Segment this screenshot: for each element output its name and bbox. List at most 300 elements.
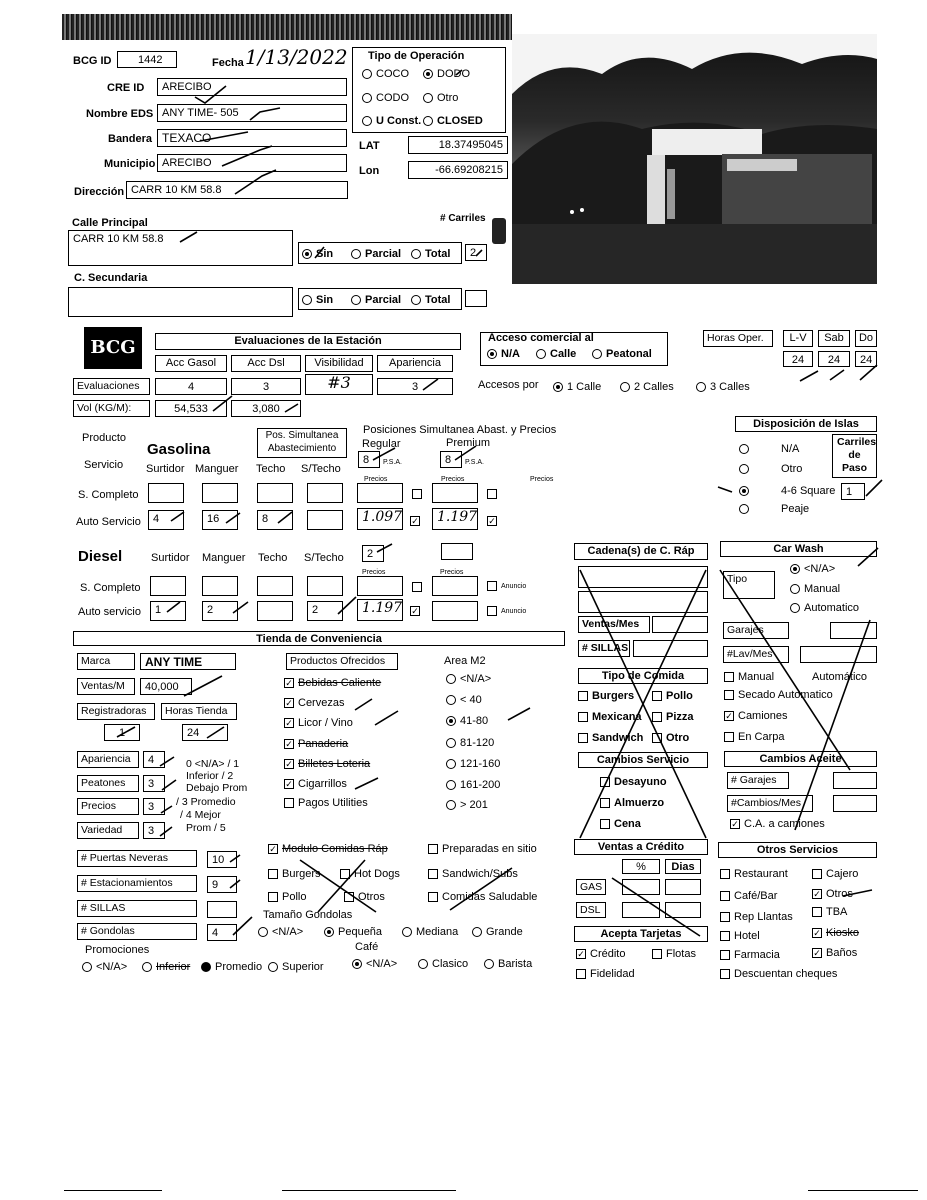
checkbox-icon bbox=[340, 869, 350, 879]
carwash-auto[interactable]: Automatico bbox=[790, 602, 859, 615]
as-prem-check[interactable] bbox=[487, 515, 501, 527]
prod-loteria[interactable]: ✓ Billetes Loteria bbox=[285, 758, 371, 770]
credito-dsl-dias[interactable] bbox=[665, 902, 701, 918]
checkbox-icon bbox=[652, 949, 662, 959]
tam-pequena[interactable]: Pequeña bbox=[324, 926, 382, 939]
sem-total[interactable]: Total bbox=[411, 248, 450, 261]
footer-line-mid bbox=[282, 1190, 456, 1191]
radio-icon bbox=[423, 93, 433, 103]
aceite-cambios-field[interactable] bbox=[833, 795, 877, 812]
municipio-field[interactable]: ARECIBO bbox=[157, 154, 347, 172]
apariencia-label: Apariencia bbox=[77, 751, 139, 768]
sc-prem-price[interactable] bbox=[432, 483, 478, 503]
horas-do-field[interactable]: 24 bbox=[855, 351, 877, 367]
cafe-label: Café bbox=[355, 941, 379, 953]
credito-title: Ventas a Crédito bbox=[574, 839, 708, 855]
checkbox-checked-icon: ✓ bbox=[285, 678, 293, 689]
promo-promedio[interactable]: Promedio bbox=[201, 961, 262, 974]
carwash-camiones-check[interactable]: ✓ Camiones bbox=[725, 710, 788, 722]
area-81-120[interactable]: 81-120 bbox=[446, 737, 494, 750]
dsl-sc-price2[interactable] bbox=[432, 576, 478, 596]
cadena-field-2[interactable] bbox=[578, 591, 708, 613]
radio-icon bbox=[739, 464, 749, 474]
cadena-ventas-mes: Ventas/Mes bbox=[578, 616, 650, 633]
dsl-as-check[interactable] bbox=[410, 605, 424, 617]
food-pollo[interactable]: Pollo bbox=[268, 891, 306, 904]
checkbox-checked-icon: ✓ bbox=[269, 844, 277, 855]
checkbox-checked-icon: ✓ bbox=[813, 928, 821, 939]
cadena-mexicana[interactable]: Mexicana bbox=[578, 711, 642, 724]
accesos-2calles[interactable]: 2 Calles bbox=[620, 381, 674, 394]
tarjeta-fidelidad[interactable]: Fidelidad bbox=[576, 968, 635, 981]
sec-carriles-field[interactable] bbox=[465, 290, 487, 307]
sec-parcial[interactable]: Parcial bbox=[351, 294, 401, 307]
radio-selected-icon bbox=[739, 486, 749, 496]
islas-carriles-field[interactable]: 1 bbox=[841, 483, 865, 500]
radio-icon bbox=[142, 962, 152, 972]
credito-dsl-pct[interactable] bbox=[622, 902, 660, 918]
accesos-1calle[interactable]: 1 Calle bbox=[553, 381, 601, 394]
area-161-200[interactable]: 161-200 bbox=[446, 779, 500, 792]
bandera-label: Bandera bbox=[108, 133, 153, 145]
cambios-almuerzo[interactable]: Almuerzo bbox=[600, 797, 664, 810]
checkbox-checked-icon: ✓ bbox=[731, 819, 739, 830]
checkbox-icon bbox=[600, 819, 610, 829]
credito-pct: % bbox=[622, 859, 660, 874]
col-manguer: Manguer bbox=[195, 463, 239, 475]
cre-id-field[interactable]: ARECIBO bbox=[157, 78, 347, 96]
cadena-sillas-field[interactable] bbox=[633, 640, 708, 657]
carwash-lav-field[interactable] bbox=[800, 646, 877, 663]
sc-stecho[interactable] bbox=[307, 483, 343, 503]
checkbox-icon bbox=[268, 892, 278, 902]
otros-hotel[interactable]: Hotel bbox=[720, 930, 760, 943]
dsl-as-stecho[interactable]: 2 bbox=[307, 601, 343, 621]
prod-cigarrillos[interactable]: ✓ Cigarrillos bbox=[285, 778, 347, 790]
aceite-garajes-field[interactable] bbox=[833, 772, 877, 789]
col-surtidor: Surtidor bbox=[146, 463, 185, 475]
vol-dsl-field[interactable]: 3,080 bbox=[231, 400, 301, 417]
radio-icon bbox=[402, 927, 412, 937]
food-saludable[interactable]: Comidas Saludable bbox=[428, 891, 537, 904]
as-reg-price[interactable]: 1.097 bbox=[357, 508, 403, 530]
dsl-sc-stecho[interactable] bbox=[307, 576, 343, 596]
tarjeta-credito[interactable]: ✓ Crédito bbox=[577, 948, 626, 960]
tam-na[interactable]: <N/A> bbox=[258, 926, 303, 939]
precios-prem-label: Precios bbox=[441, 476, 465, 483]
radio-icon bbox=[362, 93, 372, 103]
acceso-peatonal[interactable]: Peatonal bbox=[592, 348, 652, 361]
dsl-sc-check[interactable] bbox=[412, 581, 426, 593]
otros-restaurant[interactable]: Restaurant bbox=[720, 868, 788, 881]
direccion-field[interactable]: CARR 10 KM 58.8 bbox=[126, 181, 348, 199]
radio-selected-icon bbox=[790, 564, 800, 574]
islas-square[interactable]: 4-6 Square bbox=[739, 485, 835, 498]
radio-selected-icon bbox=[302, 249, 312, 259]
cafe-na[interactable]: <N/A> bbox=[352, 958, 397, 971]
radio-icon bbox=[592, 349, 602, 359]
carwash-manual-check[interactable]: Manual bbox=[724, 671, 774, 684]
acceso-na[interactable]: N/A bbox=[487, 348, 520, 361]
lat-field[interactable]: 18.37495045 bbox=[408, 136, 508, 154]
lon-label: Lon bbox=[359, 165, 380, 177]
precios-reg-label: Precios bbox=[364, 476, 388, 483]
bcg-id-field[interactable]: 1442 bbox=[117, 51, 177, 68]
cambios-desayuno[interactable]: Desayuno bbox=[600, 776, 667, 789]
checkbox-icon bbox=[578, 691, 588, 701]
auto-servicio-label: Auto Servicio bbox=[76, 516, 141, 528]
dsl-col-stecho: S/Techo bbox=[304, 552, 344, 564]
tam-grande[interactable]: Grande bbox=[472, 926, 523, 939]
sc-prem-check[interactable] bbox=[487, 488, 501, 500]
ventas-field[interactable]: 40,000 bbox=[140, 678, 192, 695]
radio-icon bbox=[446, 780, 456, 790]
modulo-comidas[interactable]: ✓ Modulo Comidas Ráp bbox=[269, 843, 388, 855]
carwash-tipo: Tipo bbox=[723, 571, 775, 599]
as-surtidor[interactable]: 4 bbox=[148, 510, 184, 530]
station-photo bbox=[512, 34, 877, 284]
dsl-as-price[interactable]: 1.197 bbox=[357, 599, 403, 621]
radio-selected-icon bbox=[446, 716, 456, 726]
sc-manguer[interactable] bbox=[202, 483, 238, 503]
regular-psa-field[interactable]: 8 bbox=[358, 451, 380, 468]
eval-accgasol-field[interactable]: 4 bbox=[155, 378, 227, 395]
horas-oper-label: Horas Oper. bbox=[703, 330, 773, 347]
ventas-label: Ventas/M bbox=[77, 678, 135, 695]
checkbox-icon bbox=[412, 489, 422, 499]
tipo-coco[interactable]: COCO bbox=[362, 68, 409, 81]
promo-na[interactable]: <N/A> bbox=[82, 961, 127, 974]
marca-field[interactable]: ANY TIME bbox=[140, 653, 236, 670]
peatones-label: Peatones bbox=[77, 775, 139, 792]
producto-label: Producto bbox=[82, 432, 127, 444]
dsl-sc-manguer[interactable] bbox=[202, 576, 238, 596]
dsl-sc-surtidor[interactable] bbox=[150, 576, 186, 596]
scale-4: / 4 Mejor bbox=[180, 809, 221, 821]
checkbox-checked-icon: ✓ bbox=[285, 739, 293, 750]
cafe-barista[interactable]: Barista bbox=[484, 958, 532, 971]
sec-total[interactable]: Total bbox=[411, 294, 450, 307]
carwash-garajes: Garajes bbox=[723, 622, 789, 639]
radio-selected-icon bbox=[487, 349, 497, 359]
checkbox-icon bbox=[720, 969, 730, 979]
dsl-as-price2[interactable] bbox=[432, 601, 478, 621]
registradoras-field[interactable]: 1 bbox=[104, 724, 140, 741]
radio-icon bbox=[423, 116, 433, 126]
bcg-logo: BCG bbox=[84, 327, 142, 369]
otros-kiosko[interactable]: ✓ Kiosko bbox=[813, 927, 860, 939]
eval-title: Evaluaciones de la Estación bbox=[155, 333, 461, 350]
precios-field[interactable]: 3 bbox=[143, 798, 165, 815]
premium-psa-label: P.S.A. bbox=[465, 459, 484, 466]
tipo-otro[interactable]: Otro bbox=[423, 92, 458, 105]
regular-label: Regular bbox=[362, 438, 401, 450]
accesos-3calles[interactable]: 3 Calles bbox=[696, 381, 750, 394]
radio-icon bbox=[418, 959, 428, 969]
radio-icon bbox=[362, 69, 372, 79]
horas-tienda-label: Horas Tienda bbox=[161, 703, 237, 720]
checkbox-icon bbox=[428, 892, 438, 902]
fecha-value[interactable]: 1/13/2022 bbox=[245, 45, 348, 69]
cadena-sandwich[interactable]: Sandwich bbox=[578, 732, 643, 745]
cadena-pizza[interactable]: Pizza bbox=[652, 711, 694, 724]
premium-psa-field[interactable]: 8 bbox=[440, 451, 462, 468]
sc-reg-price[interactable] bbox=[357, 483, 403, 503]
puertas-field[interactable]: 10 bbox=[207, 851, 237, 868]
horas-lv-field[interactable]: 24 bbox=[783, 351, 813, 367]
municipio-label: Municipio bbox=[104, 158, 156, 170]
radio-icon bbox=[302, 295, 312, 305]
cadena-field-1[interactable] bbox=[578, 566, 708, 588]
area-41-80[interactable]: 41-80 bbox=[446, 715, 488, 728]
bandera-field[interactable]: TEXACO bbox=[157, 129, 347, 147]
carwash-lav: #Lav/Mes bbox=[723, 646, 789, 663]
dsl-as-manguer[interactable]: 2 bbox=[202, 601, 238, 621]
gondolas-field[interactable]: 4 bbox=[207, 924, 237, 941]
otros-otros[interactable]: ✓ Otros bbox=[813, 888, 853, 900]
nombre-label: Nombre EDS bbox=[86, 108, 154, 120]
checkbox-icon bbox=[576, 969, 586, 979]
footer-line-right bbox=[808, 1190, 918, 1191]
estac-field[interactable]: 9 bbox=[207, 876, 237, 893]
area-201[interactable]: > 201 bbox=[446, 799, 488, 812]
lat-label: LAT bbox=[359, 140, 380, 152]
carwash-manual[interactable]: Manual bbox=[790, 583, 840, 596]
accesos-por-label: Accesos por bbox=[478, 379, 539, 391]
gondolas-label: # Gondolas bbox=[77, 923, 197, 940]
dsl-sc-techo[interactable] bbox=[257, 576, 293, 596]
checkbox-icon bbox=[724, 690, 734, 700]
dsl-sc-price[interactable] bbox=[357, 576, 403, 596]
otros-banos[interactable]: ✓ Baños bbox=[813, 947, 858, 959]
radio-icon bbox=[446, 800, 456, 810]
cadena-title: Cadena(s) de C. Ráp bbox=[574, 543, 708, 560]
dsl-col-surtidor: Surtidor bbox=[151, 552, 190, 564]
cadena-pollo[interactable]: Pollo bbox=[652, 690, 693, 703]
otros-cheques[interactable]: Descuentan cheques bbox=[720, 968, 837, 981]
dsl-auto-servicio-label: Auto servicio bbox=[78, 606, 141, 618]
otros-cajero[interactable]: Cajero bbox=[812, 868, 858, 881]
carwash-secado-check[interactable]: Secado Automatico bbox=[724, 689, 833, 702]
credito-gas-pct[interactable] bbox=[622, 879, 660, 895]
s-completo-label: S. Completo bbox=[78, 489, 139, 501]
peatones-field[interactable]: 3 bbox=[143, 775, 165, 792]
checkbox-icon bbox=[578, 712, 588, 722]
otros-llantas[interactable]: Rep Llantas bbox=[720, 911, 793, 924]
checkbox-icon bbox=[652, 712, 662, 722]
carwash-na[interactable]: <N/A> bbox=[790, 563, 835, 576]
as-prem-price[interactable]: 1.197 bbox=[432, 508, 478, 530]
radio-selected-icon bbox=[423, 69, 433, 79]
tipo-operacion-title: Tipo de Operación bbox=[368, 50, 465, 62]
radio-icon bbox=[696, 382, 706, 392]
dsl-sc-anuncio[interactable]: Anuncio bbox=[487, 581, 526, 591]
tipo-codo[interactable]: CODO bbox=[362, 92, 409, 105]
tipo-closed[interactable]: CLOSED bbox=[423, 115, 483, 128]
sem-sin[interactable]: Sin bbox=[302, 248, 333, 261]
horas-col-do: Do bbox=[855, 330, 877, 347]
radio-icon bbox=[411, 295, 421, 305]
as-techo[interactable]: 8 bbox=[257, 510, 293, 530]
radio-icon bbox=[362, 116, 372, 126]
preparadas[interactable]: Preparadas en sitio bbox=[428, 843, 537, 856]
credito-gas: GAS bbox=[576, 879, 606, 895]
carriles-field[interactable]: 2 bbox=[465, 244, 487, 261]
credito-dsl: DSL bbox=[576, 902, 606, 918]
sem-parcial[interactable]: Parcial bbox=[351, 248, 401, 261]
checkbox-icon bbox=[720, 891, 730, 901]
credito-gas-dias[interactable] bbox=[665, 879, 701, 895]
prod-bebidas[interactable]: ✓ Bebidas Caliente bbox=[285, 677, 382, 689]
sc-techo[interactable] bbox=[257, 483, 293, 503]
checkbox-icon bbox=[428, 844, 438, 854]
checkbox-icon bbox=[720, 912, 730, 922]
nombre-field[interactable]: ANY TIME- 505 bbox=[157, 104, 347, 122]
dsl-as-anuncio[interactable]: Anuncio bbox=[487, 606, 526, 616]
evaluaciones-label: Evaluaciones bbox=[73, 378, 150, 395]
otros-tba[interactable]: TBA bbox=[812, 906, 847, 919]
carwash-automatico-check: Automático bbox=[812, 671, 868, 683]
checkbox-checked-icon: ✓ bbox=[411, 516, 419, 527]
dsl-as-surtidor[interactable]: 1 bbox=[150, 601, 186, 621]
sc-reg-check[interactable] bbox=[412, 488, 426, 500]
horas-sab-field[interactable]: 24 bbox=[818, 351, 850, 367]
checkbox-icon bbox=[600, 798, 610, 808]
premium-label: Premium bbox=[446, 437, 491, 449]
regular-psa-label: P.S.A. bbox=[383, 459, 402, 466]
carwash-garajes-field[interactable] bbox=[830, 622, 877, 639]
dsl-as-techo[interactable] bbox=[257, 601, 293, 621]
scale-5: Prom / 5 bbox=[186, 822, 226, 834]
area-40[interactable]: < 40 bbox=[446, 694, 482, 707]
food-sandwich[interactable]: Sandwich/Subs bbox=[428, 868, 518, 881]
tamano-label: Tamaño Gondolas bbox=[263, 909, 353, 921]
tipo-uconst[interactable]: U Const. bbox=[362, 115, 421, 128]
food-otros[interactable]: Otros bbox=[344, 891, 385, 904]
dsl-col-manguer: Manguer bbox=[202, 552, 246, 564]
radio-icon bbox=[739, 444, 749, 454]
checkbox-checked-icon: ✓ bbox=[285, 698, 293, 709]
cafe-clasico[interactable]: Clasico bbox=[418, 958, 468, 971]
vol-gasol-field[interactable]: 54,533 bbox=[155, 400, 227, 417]
calle-field[interactable]: CARR 10 KM 58.8 bbox=[68, 230, 293, 266]
dsl-psa2-field[interactable] bbox=[441, 543, 473, 560]
apariencia-field[interactable]: 4 bbox=[143, 751, 165, 768]
tam-mediana[interactable]: Mediana bbox=[402, 926, 458, 939]
carwash-title: Car Wash bbox=[720, 541, 877, 557]
radio-icon bbox=[620, 382, 630, 392]
radio-selected-icon bbox=[352, 959, 362, 969]
checkbox-icon bbox=[812, 907, 822, 917]
checkbox-icon bbox=[652, 691, 662, 701]
station-photo-drawing bbox=[512, 34, 877, 284]
bcg-id-label: BCG ID bbox=[73, 55, 112, 67]
cadena-otro[interactable]: Otro bbox=[652, 732, 689, 745]
eval-col-visibilidad: Visibilidad bbox=[305, 355, 373, 372]
radio-icon bbox=[536, 349, 546, 359]
sillas-field[interactable] bbox=[207, 901, 237, 918]
cambios-servicio-title: Cambios Servicio bbox=[578, 752, 708, 768]
area-na[interactable]: <N/A> bbox=[446, 673, 491, 686]
aceite-camiones-check[interactable]: ✓ C.A. a camiones bbox=[731, 818, 825, 830]
eval-accdsl-field[interactable]: 3 bbox=[231, 378, 301, 395]
checkbox-checked-icon: ✓ bbox=[813, 889, 821, 900]
posiciones-title: Posiciones Simultanea Abast. y Precios bbox=[363, 424, 557, 436]
pos-simul-header: Pos. Simultanea Abastecimiento bbox=[257, 428, 347, 458]
radio-selected-icon bbox=[201, 962, 211, 972]
precios-extra-label: Precios bbox=[530, 476, 554, 483]
area-121-160[interactable]: 121-160 bbox=[446, 758, 500, 771]
calle-label: Calle Principal bbox=[72, 217, 148, 229]
checkbox-icon bbox=[720, 869, 730, 879]
promo-superior[interactable]: Superior bbox=[268, 961, 324, 974]
scale-2: Debajo Prom bbox=[186, 782, 248, 794]
cadena-ventas-field[interactable] bbox=[652, 616, 708, 633]
islas-otro[interactable]: Otro bbox=[739, 463, 802, 476]
acceso-calle[interactable]: Calle bbox=[536, 348, 576, 361]
prod-pagos[interactable]: Pagos Utilities bbox=[284, 797, 368, 810]
horas-tienda-field[interactable]: 24 bbox=[182, 724, 228, 741]
food-burgers[interactable]: Burgers bbox=[268, 868, 321, 881]
eval-col-accgasol: Acc Gasol bbox=[155, 355, 227, 372]
eval-col-apariencia: Apariencia bbox=[377, 355, 453, 372]
scale-3: / 3 Promedio bbox=[176, 796, 236, 808]
islas-peaje[interactable]: Peaje bbox=[739, 503, 809, 516]
checkbox-icon bbox=[652, 733, 662, 743]
prod-panaderia[interactable]: ✓ Panaderia bbox=[285, 738, 349, 750]
checkbox-icon bbox=[812, 869, 822, 879]
prod-cervezas[interactable]: ✓ Cervezas bbox=[285, 697, 345, 709]
cadena-burgers[interactable]: Burgers bbox=[578, 690, 634, 703]
cre-id-label: CRE ID bbox=[107, 82, 145, 94]
islas-na[interactable]: N/A bbox=[739, 443, 799, 456]
eval-visibilidad-field[interactable]: #3 bbox=[305, 374, 373, 395]
radio-icon bbox=[411, 249, 421, 259]
as-reg-check[interactable] bbox=[410, 515, 424, 527]
sc-surtidor[interactable] bbox=[148, 483, 184, 503]
tienda-title: Tienda de Conveniencia bbox=[73, 631, 565, 646]
radio-icon bbox=[258, 927, 268, 937]
otros-cafebar[interactable]: Café/Bar bbox=[720, 890, 777, 903]
cambios-cena[interactable]: Cena bbox=[600, 818, 641, 831]
tipo-dodo[interactable]: DODO bbox=[423, 68, 470, 81]
csec-field[interactable] bbox=[68, 287, 293, 317]
as-stecho[interactable] bbox=[307, 510, 343, 530]
servicio-label: Servicio bbox=[84, 459, 124, 471]
otros-farmacia[interactable]: Farmacia bbox=[720, 949, 780, 962]
carwash-carpa-check[interactable]: En Carpa bbox=[724, 731, 784, 744]
as-manguer[interactable]: 16 bbox=[202, 510, 238, 530]
dsl-s-completo-label: S. Completo bbox=[80, 582, 141, 594]
radio-icon bbox=[446, 759, 456, 769]
sec-sin[interactable]: Sin bbox=[302, 294, 333, 307]
dsl-psa-field[interactable]: 2 bbox=[362, 545, 384, 562]
prod-licor[interactable]: ✓ Licor / Vino bbox=[285, 717, 353, 729]
lon-field[interactable]: -66.69208215 bbox=[408, 161, 508, 179]
radio-icon bbox=[790, 603, 800, 613]
dsl-precios2-label: Precios bbox=[440, 569, 464, 576]
scale-1: Inferior / 2 bbox=[186, 770, 234, 782]
variedad-field[interactable]: 3 bbox=[143, 822, 165, 839]
dsl-col-techo: Techo bbox=[258, 552, 288, 564]
tarjeta-flotas[interactable]: Flotas bbox=[652, 948, 696, 961]
eval-col-accdsl: Acc Dsl bbox=[231, 355, 301, 372]
eval-apariencia-field[interactable]: 3 bbox=[377, 378, 453, 395]
traffic-light-icon bbox=[492, 218, 506, 244]
food-hotdogs[interactable]: Hot Dogs bbox=[340, 868, 400, 881]
promo-inferior[interactable]: Inferior bbox=[142, 961, 190, 974]
semaforo-label: # Carriles bbox=[440, 213, 486, 224]
